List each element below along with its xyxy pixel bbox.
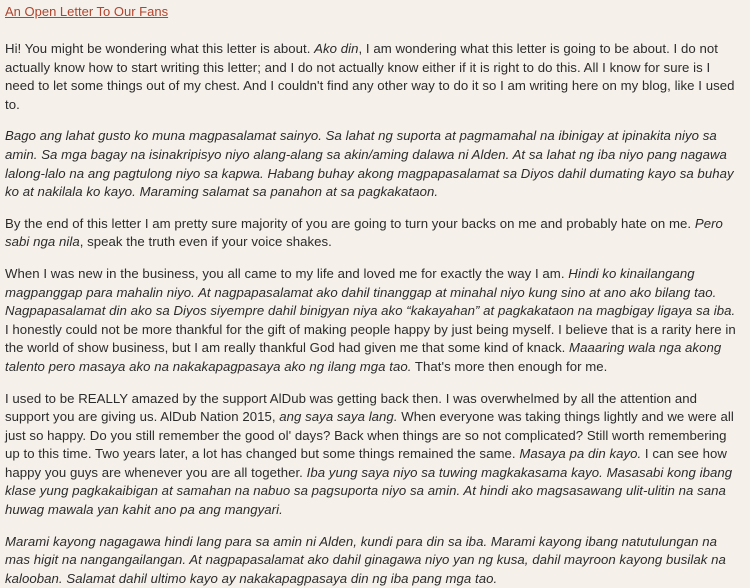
italic-text-segment: Pero sabi nga nila: [5, 215, 723, 250]
text-segment: When everyone was taking things lightly and we were all just so happy. Do you still remember the good ol' days? Back when things are so not complicated? Still worth remembering up to this time. Two years later, a lot has changed but some things remained the same.: [5, 409, 734, 462]
italic-text-segment: Marami kayong nagagawa hindi lang para sa amin ni Alden, kundi para din sa iba. Marami kayong ibang natutulungan na mas higit na nangangailangan. At nagpapasalamat ako dahil ginagawa niyo yan ng kusa, dahil mayroon kayong busilak na kalooban. Salamat dahil ultimo kayo ay nakakapagpasaya din ng iba pang mga tao.: [5, 533, 726, 586]
text-segment: I can see how happy you guys are whenever you are all together.: [5, 446, 727, 480]
italic-text-segment: Ako din: [314, 41, 359, 56]
italic-text-segment: Bago ang lahat gusto ko muna magpasalamat sainyo. Sa lahat ng suporta at pagmamahal na ibinigay at ipinakita niyo sa amin. Sa mga bagay na isinakripisyo niyo alang-alang sa akin/aming dalawa ni Alden. At sa lahat ng iba niyo pang nagawa lalong-lalo na ang pagtulong niyo sa kapwa. Habang buhay akong magpapasalamat sa Diyos dahil dumating kayo sa buhay ko at nakilala ko kayo. Maraming salamat sa panahon at sa pagkakataon.: [5, 128, 734, 200]
italic-text-segment: Iba yung saya niyo sa tuwing magkakasama kayo. Masasabi kong ibang klase yung pagkakaibigan at samahan na nabuo sa pagsuporta niyo sa amin. At hindi ako magsasawang ulit-ulitin na sana huwag mawala yan kahit ano pa ang mangyari.: [5, 464, 733, 518]
italic-text-segment: Hindi ko kinailangang magpanggap para mahalin niyo. At nagpapasalamat ako dahil tinanggap at minahal niyo kung sino at ano ako bilang tao. Nagpapasalamat din ako sa Diyos siyempre dahil binigyan niya ako “kakayahan” at pagkakataon na magbigay ligaya sa iba.: [5, 265, 736, 319]
text-segment: By the end of this letter I am pretty sure majority of you are going to turn your backs on me and probably hate on me.: [5, 215, 695, 231]
italic-text-segment: ang saya saya lang.: [279, 409, 398, 425]
text-segment: Hi! You might be wondering what this letter is about.: [5, 41, 315, 56]
post-title-link[interactable]: An Open Letter To Our Fans: [5, 4, 169, 19]
post-paragraph: [5, 533, 741, 588]
text-segment: I used to be REALLY amazed by the support AlDub was getting back then. I was overwhelmed by all the attention and support you are giving us. AlDub Nation 2015,: [5, 390, 698, 425]
italic-text-segment: Masaya pa din kayo.: [519, 446, 642, 462]
post-paragraph: [5, 127, 741, 201]
text-segment: , I am wondering what this letter is going to be about. I do not actually know how to start writing this letter; and I do not actually know either if it is right to do this. All I know for sure is I need to let some things out of my chest. And I couldn't find any other way to do it so I am writing here on my blog, like I used to.: [5, 41, 735, 112]
text-segment: I honestly could not be more thankful for the gift of making people happy by just being myself. I believe that is a rarity here in the world of show business, but I am really thankful God had given me that some kind of knack.: [5, 321, 736, 356]
text-segment: When I was new in the business, you all came to my life and loved me for exactly the way I am.: [5, 265, 569, 281]
post-paragraph: [5, 265, 741, 377]
post-body: [5, 40, 741, 588]
text-segment: , speak the truth even if your voice shakes.: [79, 234, 332, 250]
text-segment: That's more then enough for me.: [411, 358, 608, 374]
post-paragraph: [5, 40, 741, 114]
post-paragraph: [5, 390, 741, 520]
post-paragraph: [5, 215, 741, 252]
italic-text-segment: Maaaring wala nga akong talento pero masaya ako na nakakapagpasaya ako ng ilang mga tao.: [5, 340, 722, 374]
